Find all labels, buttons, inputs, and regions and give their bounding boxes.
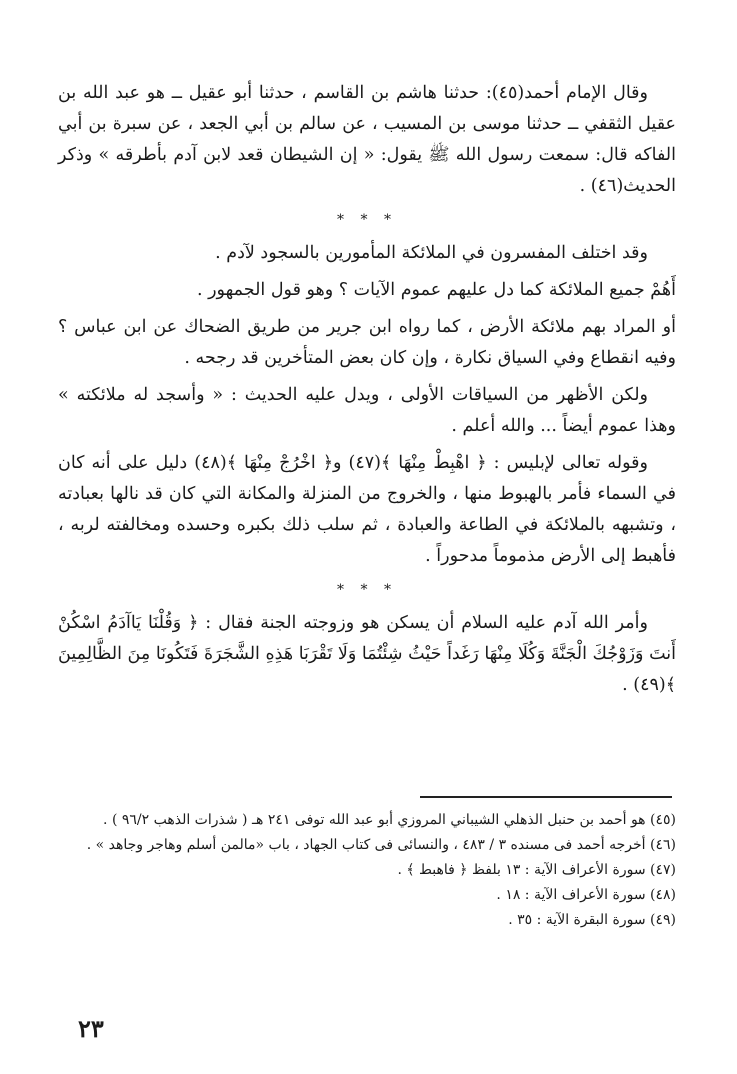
paragraph: وأمر الله آدم عليه السلام أن يسكن هو وزوجته الجنة فقال : ﴿ وَقُلْنَا يَاآدَمُ اسْكُنْ أَنتَ وَزَوْجُكَ الْجَنَّةَ وَكُلَا مِنْهَا رَغَداً حَيْثُ شِئْتُمَا وَلَا تَقْرَبَا هَذِهِ الشَّجَرَةَ فَتَكُونَا مِنَ الظَّالِمِينَ ﴾(٤٩) . bbox=[58, 613, 676, 695]
footnote: (٤٧) سورة الأعراف الآية : ١٣ بلفظ ﴿ فاهبط ﴾ . bbox=[397, 862, 676, 878]
footnote: (٤٦) أخرجه أحمد فى مسنده ٣ / ٤٨٣ ، والنسائى فى كتاب الجهاد ، باب «مالمن أسلم وهاجر وجاهد » . bbox=[86, 837, 676, 853]
footnotes bbox=[58, 808, 676, 933]
paragraph: وقال الإمام أحمد(٤٥): حدثنا هاشم بن القاسم ، حدثنا أبو عقيل ــ هو عبد الله بن عقيل الثقفي ــ حدثنا موسى بن المسيب ، عن سالم بن أبي الجعد ، عن سبرة بن أبي الفاكه قال: سمعت رسول الله ﷺ يقول: « إن الشيطان قعد لابن آدم بأطرقه » وذكر الحديث(٤٦) . bbox=[58, 83, 676, 196]
footnote: (٤٨) سورة الأعراف الآية : ١٨ . bbox=[496, 887, 676, 903]
footnote: (٤٥) هو أحمد بن حنبل الذهلي الشيباني المروزي أبو عبد الله توفى ٢٤١ هـ ( شذرات الذهب ٩٦/٢ ) . bbox=[103, 812, 676, 828]
paragraph: ولكن الأظهر من السياقات الأولى ، ويدل عليه الحديث : « وأسجد له ملائكته » وهذا عموم أيضاً ... والله أعلم . bbox=[58, 385, 676, 436]
section-separator: * * * bbox=[337, 582, 397, 598]
footnote: (٤٩) سورة البقرة الآية : ٣٥ . bbox=[508, 912, 676, 928]
paragraph: أو المراد بهم ملائكة الأرض ، كما رواه ابن جرير من طريق الضحاك عن ابن عباس ؟ وفيه انقطاع وفي السياق نكارة ، وإن كان بعض المتأخرين قد رجحه . bbox=[58, 317, 676, 368]
paragraph: وقد اختلف المفسرون في الملائكة المأمورين بالسجود لآدم . bbox=[215, 243, 648, 263]
footnote-divider bbox=[420, 796, 672, 798]
page-number: ٢٣ bbox=[78, 1014, 104, 1043]
paragraph: وقوله تعالى لإبليس : ﴿ اهْبِطْ مِنْهَا ﴾(٤٧) و﴿ اخْرُجْ مِنْهَا ﴾(٤٨) دليل على أنه كان في السماء فأمر بالهبوط منها ، والخروج من المنزلة والمكانة التي كان قد نالها بعبادته ، وتشبهه بالملائكة في الطاعة والعبادة ، ثم سلب ذلك بكبره وحسده ومخالفته لربه ، فأهبط إلى الأرض مذموماً مدحوراً . bbox=[58, 453, 676, 566]
main-text bbox=[58, 78, 676, 707]
paragraph: أَهُمْ جميع الملائكة كما دل عليهم عموم الآيات ؟ وهو قول الجمهور . bbox=[196, 280, 676, 300]
section-separator: * * * bbox=[337, 212, 397, 228]
